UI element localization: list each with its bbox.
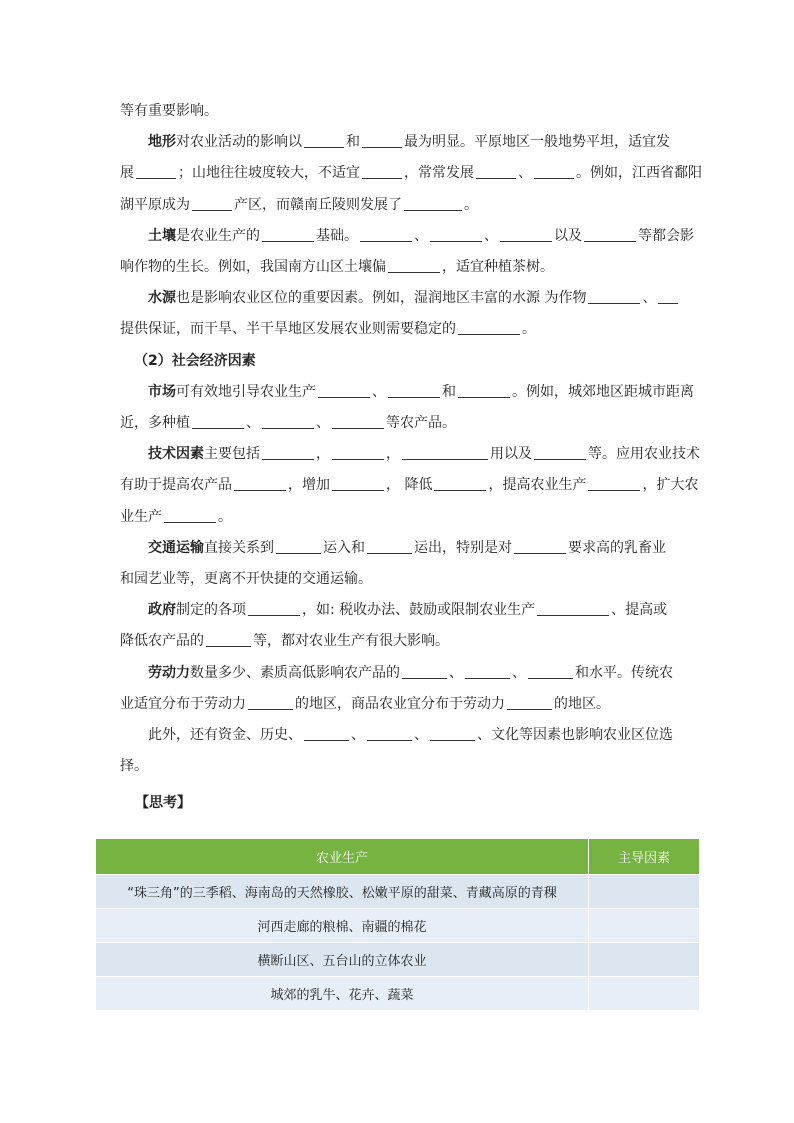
text: 、文化等因素也影响农业区位选 xyxy=(477,727,673,744)
table-row xyxy=(96,943,700,977)
paragraph-transport-l2 xyxy=(120,564,680,595)
blank[interactable] xyxy=(248,601,300,616)
blank[interactable] xyxy=(136,164,176,179)
text: 。例如，江西省鄱阳 xyxy=(576,165,702,182)
section-heading-social: （2）社会经济因素 xyxy=(134,352,256,369)
text: ， xyxy=(386,446,400,463)
text: 等有重要影响。 xyxy=(120,103,218,119)
paragraph-terrain-l3 xyxy=(120,190,680,221)
text: 。 xyxy=(522,321,536,338)
text: 近，多种植 xyxy=(120,415,190,432)
cell-factor-input[interactable] xyxy=(589,875,700,909)
text: ，增加 xyxy=(288,477,330,494)
blank[interactable] xyxy=(430,227,482,242)
paragraph-policy-l1 xyxy=(120,595,680,626)
blank[interactable] xyxy=(164,508,216,523)
text: 、 xyxy=(372,383,386,400)
blank[interactable] xyxy=(537,601,609,616)
blank[interactable] xyxy=(362,133,402,148)
term-terrain: 地形 xyxy=(148,134,176,151)
text: 制定的各项 xyxy=(176,602,246,619)
text: ，提高农业生产 xyxy=(488,477,587,494)
table-row xyxy=(96,977,700,1011)
term-market: 市场 xyxy=(148,383,176,400)
term-policy: 政府 xyxy=(148,602,176,619)
blank[interactable] xyxy=(262,414,314,429)
text: 产区，而赣南丘陵则发展了 xyxy=(234,196,402,213)
paragraph-labor-l1 xyxy=(120,658,680,689)
paragraph-tech-l3 xyxy=(120,502,680,533)
blank[interactable] xyxy=(434,476,486,491)
blank[interactable] xyxy=(402,664,447,679)
text: 和水平。传统农 xyxy=(575,664,673,681)
text: 、 xyxy=(246,415,260,432)
text: 。 xyxy=(464,196,478,213)
text: 、提高或 xyxy=(611,602,668,619)
blank[interactable] xyxy=(304,133,344,148)
blank[interactable] xyxy=(465,664,510,679)
text: 和园艺业等，更离不开快捷的交通运输。 xyxy=(120,571,372,588)
text: 和 xyxy=(346,134,360,151)
text: ，如: 税收办法、鼓励或限制农业生产 xyxy=(302,602,536,619)
paragraph-market-l2 xyxy=(120,408,680,439)
text: 、 xyxy=(316,415,330,432)
blank[interactable] xyxy=(534,164,574,179)
blank[interactable] xyxy=(192,414,244,429)
table-header-row xyxy=(96,839,700,875)
text: 直接关系到 xyxy=(204,539,274,556)
text: 基础。 xyxy=(316,227,358,244)
cell-production: 横断山区、五台山的立体农业 xyxy=(96,943,589,977)
text: ，扩大农 xyxy=(642,477,699,494)
paragraph-market-l1 xyxy=(120,377,694,408)
blank[interactable] xyxy=(500,227,552,242)
text: 的地区。 xyxy=(554,695,610,712)
text: 对农业活动的影响以 xyxy=(176,134,302,151)
text: 响作物的生长。例如，我国南方山区土壤偏 xyxy=(120,259,386,276)
blank[interactable] xyxy=(514,539,566,554)
blank[interactable] xyxy=(332,414,384,429)
term-transport: 交通运输 xyxy=(148,539,204,556)
blank[interactable] xyxy=(360,227,412,242)
text: ， 降低 xyxy=(386,477,433,494)
paragraph-transport-l1 xyxy=(120,533,680,564)
cell-factor-input[interactable] xyxy=(589,909,700,943)
blank[interactable] xyxy=(458,383,510,398)
blank[interactable] xyxy=(388,383,440,398)
text: 。 xyxy=(218,508,232,525)
text: 等都会影 xyxy=(638,227,694,244)
blank[interactable] xyxy=(367,726,412,741)
blank[interactable] xyxy=(192,196,232,211)
text: 等，都对农业生产有很大影响。 xyxy=(253,633,449,650)
text: 以及 xyxy=(554,227,582,244)
text: 等。应用农业技术 xyxy=(588,446,700,463)
factor-table xyxy=(95,838,700,1011)
text: 降低农产品的 xyxy=(120,633,204,650)
text: 、 xyxy=(484,227,498,244)
blank[interactable] xyxy=(248,695,293,710)
blank[interactable] xyxy=(534,445,586,460)
paragraph-tech-l1 xyxy=(120,439,700,470)
blank[interactable] xyxy=(262,445,314,460)
text: 的地区，商品农业宜分布于劳动力 xyxy=(295,695,505,712)
cell-factor-input[interactable] xyxy=(589,977,700,1011)
paragraph-soil-l2 xyxy=(120,252,680,283)
term-labor: 劳动力 xyxy=(148,664,190,681)
text: 最为明显。平原地区一般地势平坦，适宜发 xyxy=(404,134,670,151)
blank[interactable] xyxy=(318,383,370,398)
blank[interactable] xyxy=(304,726,349,741)
text: 、 xyxy=(414,727,428,744)
text: 要求高的乳畜业 xyxy=(568,539,666,556)
paragraph-water-l2 xyxy=(120,314,680,345)
term-tech: 技术因素 xyxy=(148,446,204,463)
think-label: 【思考】 xyxy=(135,795,191,811)
text: 湖平原成为 xyxy=(120,196,190,213)
blank[interactable] xyxy=(402,445,488,460)
table-row xyxy=(96,909,700,943)
term-water: 水源 xyxy=(148,290,176,307)
text: ，适宜种植茶树。 xyxy=(442,259,554,276)
blank[interactable] xyxy=(276,539,321,554)
text: 数量多少、素质高低影响农产品的 xyxy=(190,664,400,681)
blank[interactable] xyxy=(507,695,552,710)
text: 运出，特别是对 xyxy=(414,539,512,556)
blank[interactable] xyxy=(658,289,678,304)
blank[interactable] xyxy=(332,476,384,491)
text: ， xyxy=(316,446,330,463)
blank[interactable] xyxy=(430,726,475,741)
blank[interactable] xyxy=(206,632,251,647)
paragraph-tech-l2 xyxy=(120,470,699,501)
cell-production: “珠三角”的三季稻、海南岛的天然橡胶、松嫩平原的甜菜、青藏高原的青稞 xyxy=(96,875,589,909)
text: 展 xyxy=(120,165,134,182)
header-agri-production: 农业生产 xyxy=(96,839,589,875)
cell-production: 城郊的乳牛、花卉、蔬菜 xyxy=(96,977,589,1011)
paragraph-other-l2 xyxy=(120,751,680,782)
blank[interactable] xyxy=(404,196,462,211)
blank[interactable] xyxy=(458,320,520,335)
paragraph-policy-l2 xyxy=(120,626,680,657)
blank[interactable] xyxy=(367,539,412,554)
cell-factor-input[interactable] xyxy=(589,943,700,977)
text: 业生产 xyxy=(120,508,162,525)
text: 、 xyxy=(351,727,365,744)
text: 主要包括 xyxy=(204,446,260,463)
paragraph-labor-l2 xyxy=(120,689,680,720)
paragraph-soil-l1 xyxy=(120,221,694,252)
text: 、 xyxy=(449,664,463,681)
text: 和 xyxy=(442,383,456,400)
text: 业适宜分布于劳动力 xyxy=(120,695,246,712)
text: 运入和 xyxy=(323,539,365,556)
cell-production: 河西走廊的粮棉、南疆的棉花 xyxy=(96,909,589,943)
table-row xyxy=(96,875,700,909)
blank[interactable] xyxy=(588,476,640,491)
text: 有助于提高农产品 xyxy=(120,477,232,494)
paragraph-terrain-l2 xyxy=(120,158,702,189)
header-dominant-factor: 主导因素 xyxy=(589,839,700,875)
paragraph-terrain-l1 xyxy=(120,127,680,158)
paragraph-water-l1 xyxy=(120,283,680,314)
text: 此外，还有资金、历史、 xyxy=(148,727,302,744)
text: 择。 xyxy=(120,758,148,775)
blank[interactable] xyxy=(528,664,573,679)
blank[interactable] xyxy=(584,227,636,242)
paragraph-other-l1 xyxy=(120,720,680,751)
text: ；山地往往坡度较大，不适宜 xyxy=(178,165,360,182)
blank[interactable] xyxy=(388,258,440,273)
text: 提供保证，而干旱、半干旱地区发展农业则需要稳定的 xyxy=(120,321,456,338)
blank[interactable] xyxy=(234,476,286,491)
text: 、 xyxy=(642,290,657,307)
blank[interactable] xyxy=(332,445,384,460)
term-soil: 土壤 xyxy=(148,227,176,244)
text: 是农业生产的 xyxy=(176,227,260,244)
text: 、 xyxy=(512,664,526,681)
text-body xyxy=(120,96,702,782)
blank[interactable] xyxy=(476,164,516,179)
text: 等农产品。 xyxy=(386,415,456,432)
text: 用以及 xyxy=(490,446,532,463)
text: 可有效地引导农业生产 xyxy=(176,383,316,400)
text: 、 xyxy=(414,227,428,244)
blank[interactable] xyxy=(262,227,314,242)
text: 。例如，城郊地区距城市距离 xyxy=(512,383,694,400)
paragraph-continuation xyxy=(120,96,680,127)
text: 、 xyxy=(518,165,532,182)
blank[interactable] xyxy=(588,289,640,304)
text: 也是影响农业区位的重要因素。例如，湿润地区丰富的水源 为作物 xyxy=(176,290,587,307)
text: ，常常发展 xyxy=(404,165,474,182)
blank[interactable] xyxy=(362,164,402,179)
